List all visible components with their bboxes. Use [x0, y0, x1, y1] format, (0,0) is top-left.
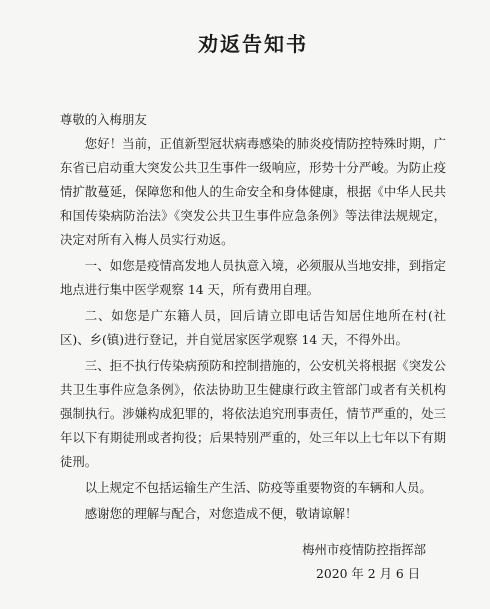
document-title: 劝返告知书 — [198, 32, 308, 56]
paragraph-greeting: 您好！当前，正值新型冠状病毒感染的肺炎疫情防控特殊时期，广东省已启动重大突发公共卫生事件一级响应，形势十分严峻。为防止疫情扩散蔓延，保障您和他人的生命安全和身体健康，根据《中华人民共和国传染病防治法》《突发公共卫生事件应急条例》等法律法规规定，决定对所有入梅人员实行劝返。 — [60, 136, 446, 247]
signature-block — [302, 538, 426, 586]
signature-date: 2020 年 2 月 6 日 — [315, 566, 421, 581]
paragraph-rule-3: 三、拒不执行传染病预防和控制措施的，公安机关将根据《突发公共卫生事件应急条例》，依法协助卫生健康行政主管部门或者有关机构强制执行。涉嫌构成犯罪的，将依法追究刑事责任，情节严重的，处三年以下有期徒刑或者拘役；后果特别严重的，处三年以上七年以下有期徒刑。 — [60, 358, 446, 469]
paragraph-thanks: 感谢您的理解与配合，对您造成不便，敬请谅解！ — [84, 506, 358, 521]
signature-organization: 梅州市疫情防控指挥部 — [302, 542, 426, 557]
paragraph-rule-1: 一、如您是疫情高发地人员执意入境，必须服从当地安排，到指定地点进行集中医学观察 14 天，所有费用自理。 — [60, 258, 446, 297]
paragraph-exemption: 以上规定不包括运输生产生活、防疫等重要物资的车辆和人员。 — [84, 480, 432, 495]
paragraph-rule-2: 二、如您是广东籍人员，回后请立即电话告知居住地所在村(社区)、乡(镇)进行登记，并自觉居家医学观察 14 天，不得外出。 — [60, 308, 446, 347]
salutation: 尊敬的入梅朋友 — [60, 112, 147, 127]
